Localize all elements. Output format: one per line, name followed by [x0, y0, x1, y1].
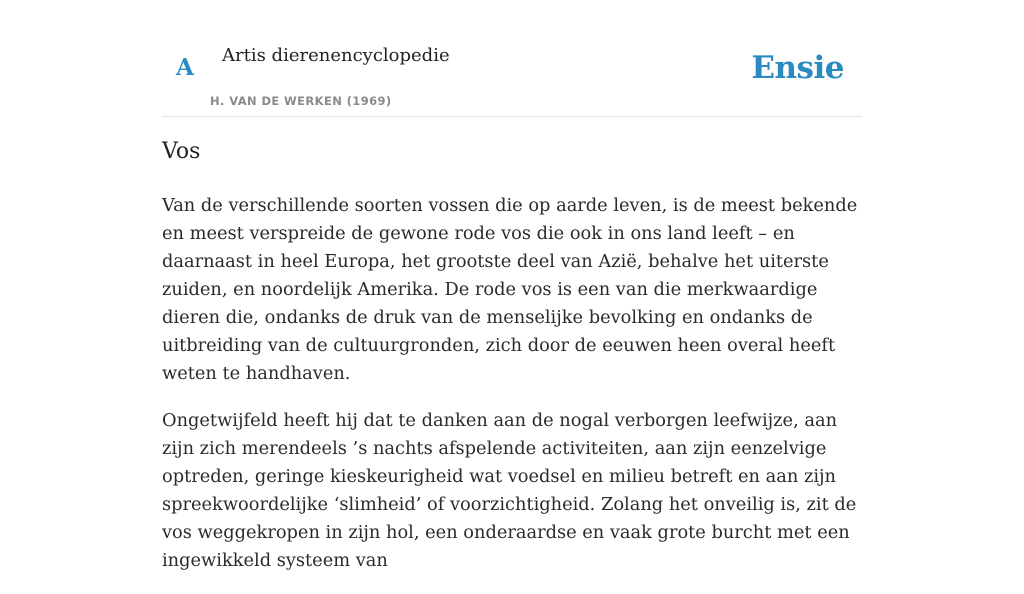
article-paragraph: Ongetwijfeld heeft hij dat te danken aan de nogal verborgen leefwijze, aan zijn zich merendeels ’s nachts afspelende activiteiten, aan zijn eenzelvige optreden, geringe kieskeurigheid wat voedsel en milieu betreft en aan zijn spreekwoordelijke ‘slimheid’ of voorzichtigheid. Zolang het onveilig is, zit de vos weggekropen in zijn hol, een onderaardse en vaak grote burcht met een ingewikkeld systeem van	[162, 410, 857, 571]
book-author: H. VAN DE WERKEN (1969)	[210, 94, 392, 108]
book-title[interactable]: Artis dierenencyclopedie	[222, 45, 450, 66]
book-header	[162, 0, 862, 117]
article-paragraph: Van de verschillende soorten vossen die op aarde leven, is de meest bekende en meest verspreide de gewone rode vos die ook in ons land leeft – en daarnaast in heel Europa, het grootste deel van Azië, behalve het uiterste zuiden, en noordelijk Amerika. De rode vos is een van die merkwaardige dieren die, ondanks de druk van de menselijke bevolking en ondanks de uitbreiding van de cultuurgronden, zich door de eeuwen heen overal heeft weten te handhaven.	[162, 195, 858, 384]
ensie-logo[interactable]: Ensie	[751, 50, 844, 86]
letter-index-link[interactable]: A	[176, 54, 194, 81]
entry-title: Vos	[162, 139, 201, 164]
article-body	[162, 192, 862, 594]
